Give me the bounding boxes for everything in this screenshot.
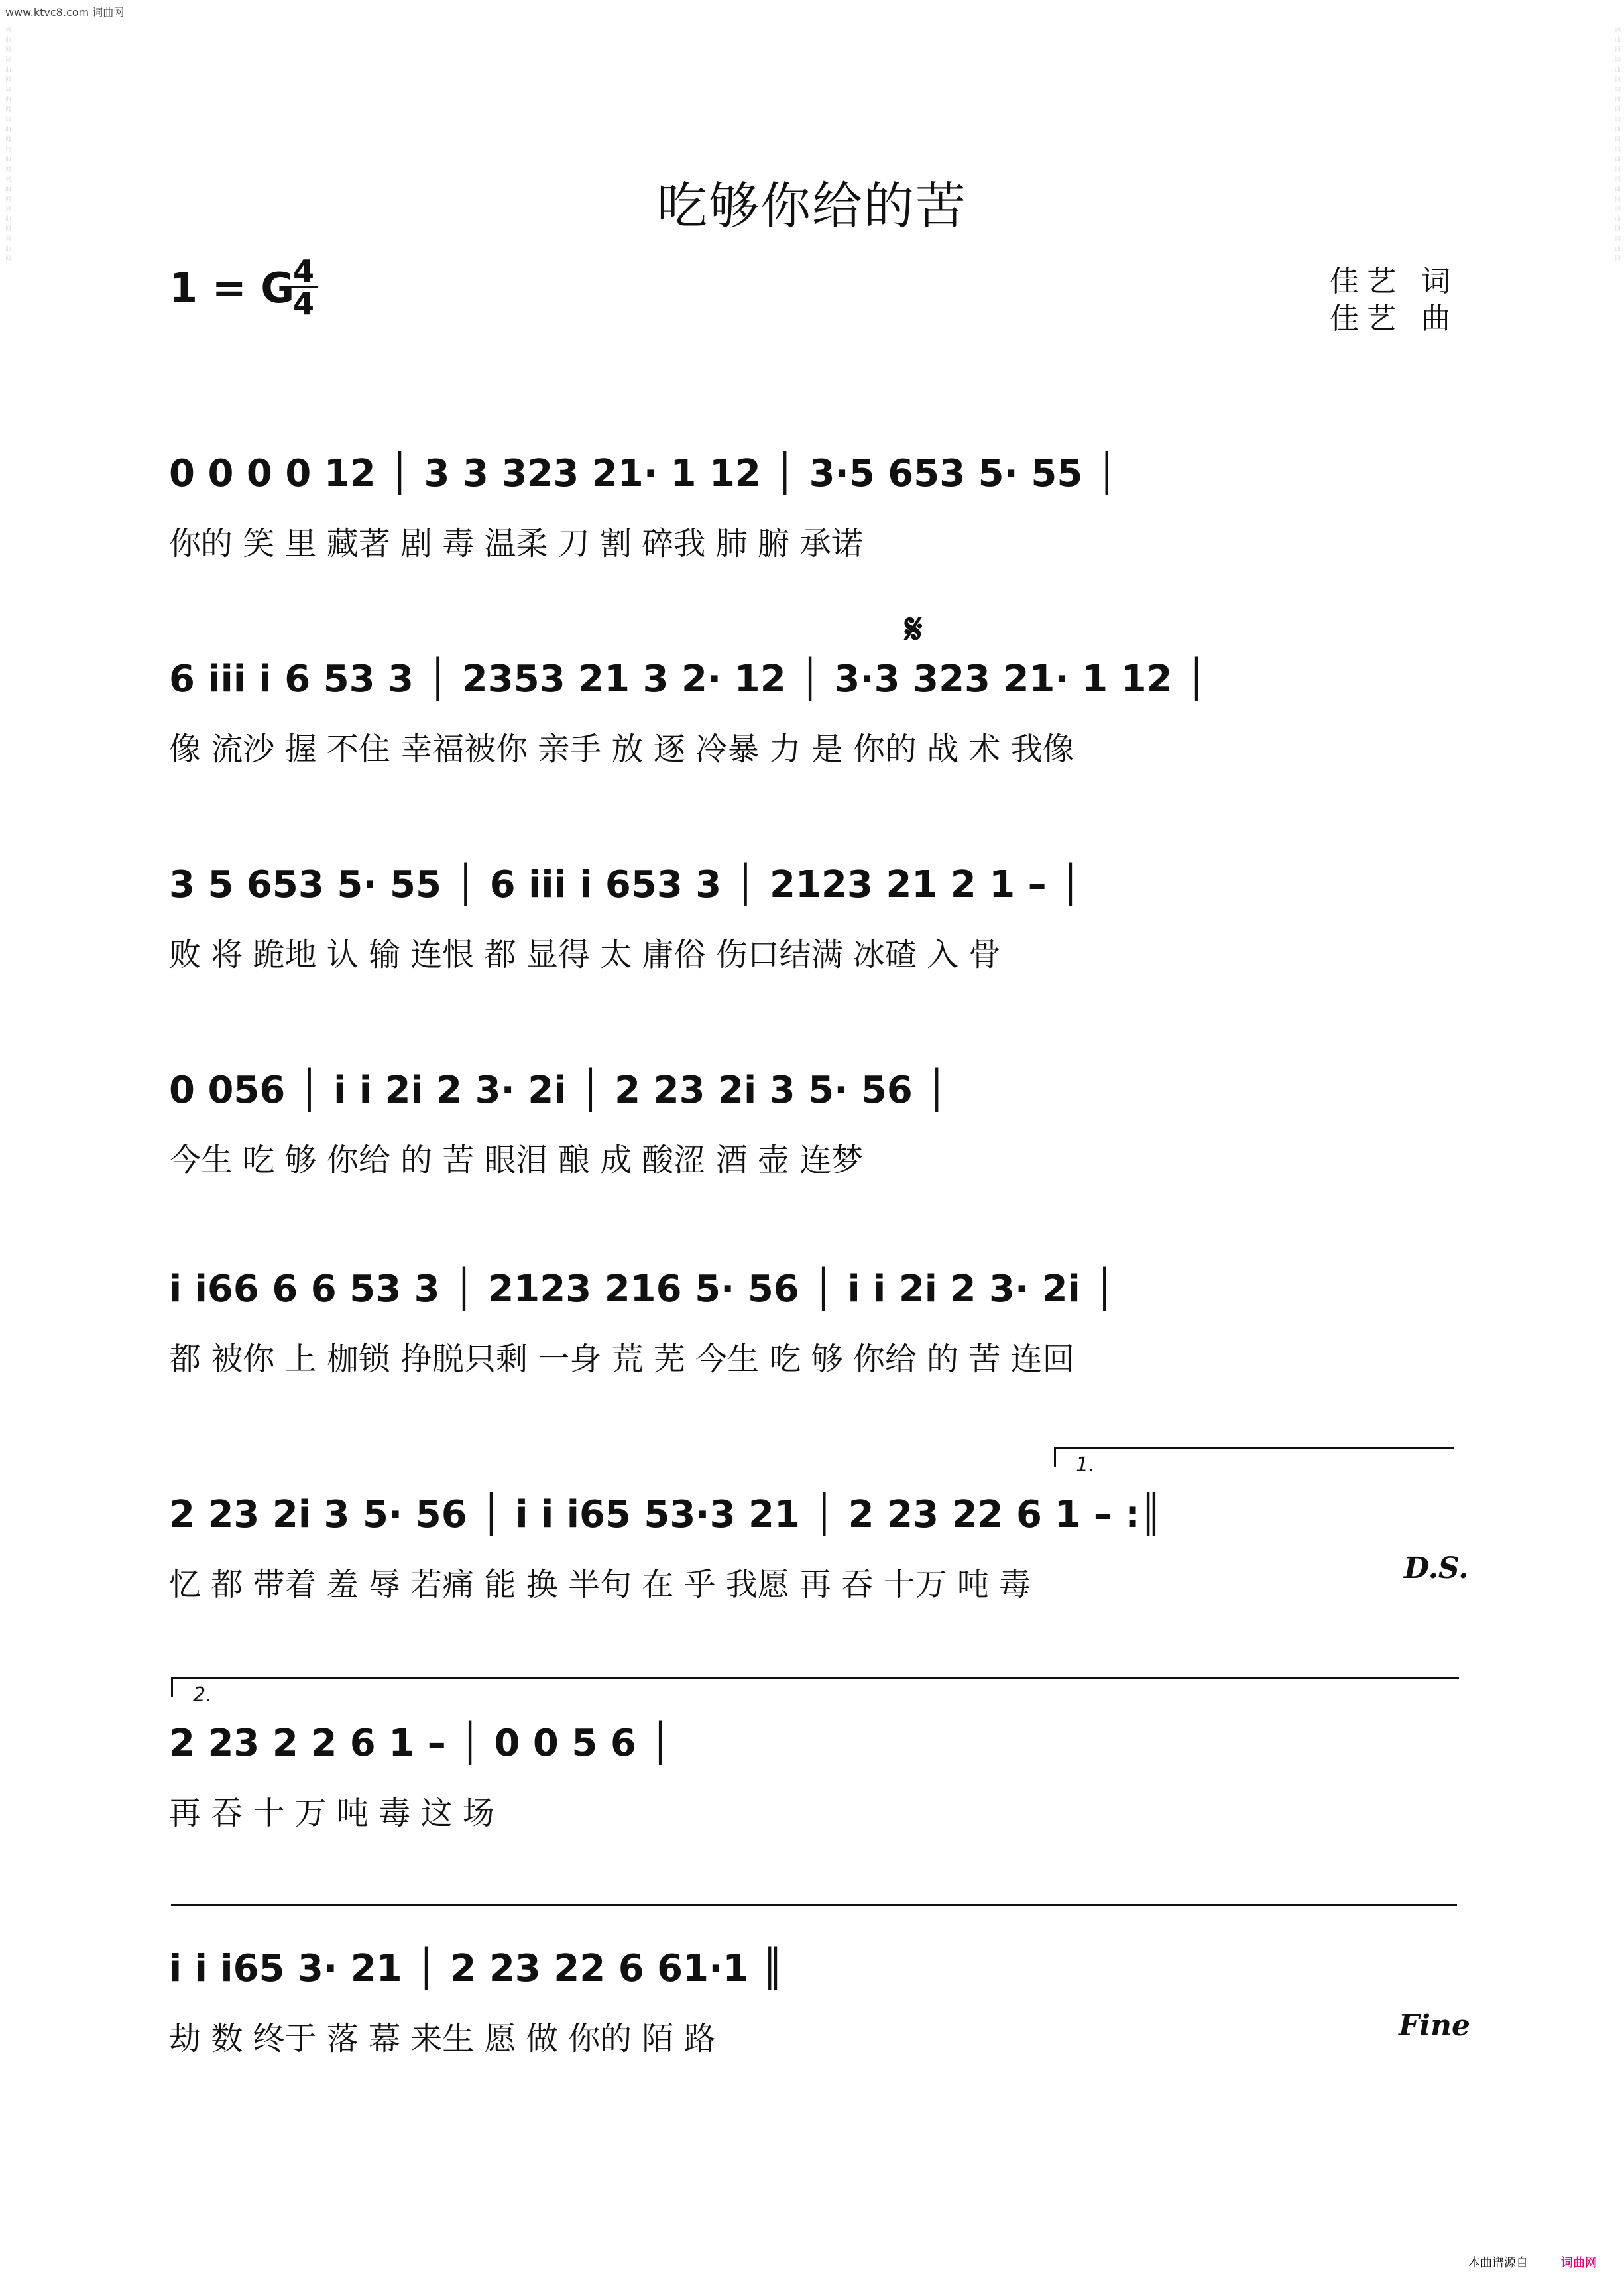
time-signature-bottom: 4 [289, 286, 318, 319]
right-edge-watermark: 词曲网词曲网词曲网词曲网词曲网词曲网词曲网词曲网 [1613, 27, 1620, 265]
lyrics-row: 像 流沙 握 不住 幸福被你 亲手 放 逐 冷暴 力 是 你的 战 术 我像 [169, 731, 1074, 768]
first-ending-bracket [1054, 1447, 1454, 1476]
score-system-2 [169, 656, 1458, 809]
second-ending-bracket [171, 1677, 1459, 1707]
score-system-4 [169, 1067, 1458, 1220]
notation-row: 0 0 0 0 12 │ 3 3 323 21· 1 12 │ 3·5 653 5· 55 │ [169, 452, 1118, 495]
lyricist-credit: 佳艺 词 [1330, 265, 1458, 298]
lyrics-row: 忆 都 带着 羞 辱 若痛 能 换 半句 在 乎 我愿 再 吞 十万 吨 毒 [169, 1566, 1031, 1603]
composer-credit: 佳艺 曲 [1330, 302, 1458, 335]
notation-row: 3 5 653 5· 55 │ 6 iii i 653 3 │ 2123 21 2 1 – │ [169, 863, 1082, 906]
volta-label: 2. [193, 1683, 212, 1707]
notation-row: 6 iii i 6 53 3 │ 2353 21 3 2· 12 │ 3·3 323 21· 1 12 │ [169, 658, 1208, 701]
score-system-1 [169, 451, 1458, 603]
fine-mark: Fine [1399, 2009, 1470, 2043]
key-signature: 1 = G [169, 264, 295, 312]
time-signature-top: 4 [292, 253, 314, 289]
coda-rule [171, 1904, 1457, 1906]
score-system-6 [169, 1492, 1458, 1644]
notation-row: 2 23 2i 3 5· 56 │ i i i65 53·3 21 │ 2 23 22 6 1 – :║ [169, 1493, 1163, 1536]
lyrics-row: 败 将 跪地 认 输 连恨 都 显得 太 庸俗 伤口结满 冰碴 入 骨 [169, 936, 1001, 973]
notation-row: i i i65 3· 21 │ 2 23 22 6 61·1 ║ [169, 1947, 784, 1990]
time-signature [289, 253, 318, 322]
notation-row: 0 056 │ i i 2i 2 3· 2i │ 2 23 2i 3 5· 56 │ [169, 1069, 949, 1112]
dal-segno-mark: D.S. [1404, 1551, 1469, 1585]
score-system-8 [169, 1946, 1458, 2098]
footer-source: 本曲谱源自 [1468, 2256, 1528, 2270]
lyrics-row: 你的 笑 里 藏著 剧 毒 温柔 刀 割 碎我 肺 腑 承诺 [169, 525, 864, 562]
song-title: 吃够你给的苦 [657, 176, 967, 235]
footer-brand: 词曲网 [1561, 2256, 1597, 2270]
lyrics-row: 今生 吃 够 你给 的 苦 眼泪 酿 成 酸涩 酒 壶 连梦 [169, 1142, 864, 1179]
notation-row: i i66 6 6 53 3 │ 2123 216 5· 56 │ i i 2i 2 3· 2i │ [169, 1268, 1116, 1311]
lyrics-row: 再 吞 十 万 吨 毒 这 场 [169, 1795, 494, 1832]
volta-label: 1. [1076, 1453, 1095, 1476]
lyrics-row: 劫 数 终于 落 幕 来生 愿 做 你的 陌 路 [169, 2020, 716, 2057]
left-edge-watermark: 词曲网词曲网词曲网词曲网词曲网词曲网词曲网词曲网 [4, 27, 11, 265]
notation-row: 2 23 2 2 6 1 – │ 0 0 5 6 │ [169, 1722, 671, 1765]
score-system-7 [169, 1720, 1458, 1873]
lyrics-row: 都 被你 上 枷锁 挣脱只剩 一身 荒 芜 今生 吃 够 你给 的 苦 连回 [169, 1341, 1074, 1378]
score-system-5 [169, 1266, 1458, 1419]
score-system-3 [169, 862, 1458, 1014]
segno-sign: 𝄋 [905, 605, 923, 653]
site-header: www.ktvc8.com 词曲网 [5, 6, 125, 19]
